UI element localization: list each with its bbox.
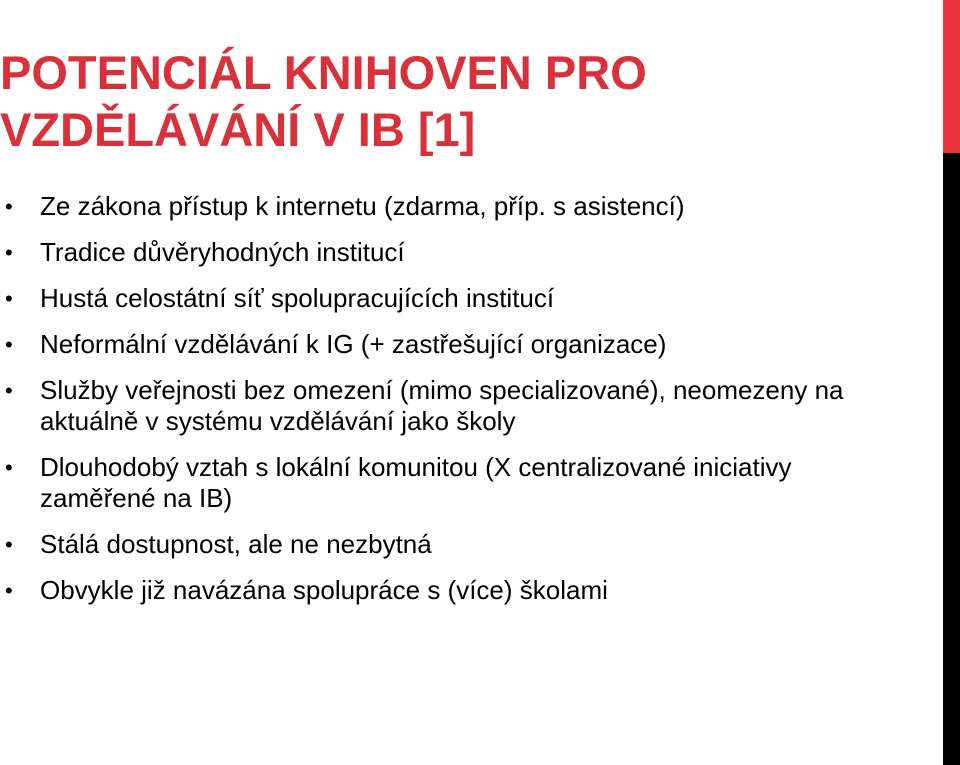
bullet-item: [0, 329, 900, 360]
bullet-text: Neformální vzdělávání k IG (+ zastřešující organizace): [40, 329, 667, 359]
bullet-text: Obvykle již navázána spolupráce s (více) školami: [40, 575, 608, 605]
bullet-dot-icon: •: [5, 578, 13, 603]
accent-bar-black: [943, 153, 960, 765]
bullet-list: [0, 191, 900, 606]
bullet-item: [0, 191, 900, 222]
bullet-text: Stálá dostupnost, ale ne nezbytná: [40, 529, 432, 559]
bullet-text: Tradice důvěryhodných institucí: [40, 237, 405, 267]
bullet-dot-icon: •: [5, 194, 13, 219]
bullet-item: [0, 283, 900, 314]
bullet-text: Hustá celostátní síť spolupracujících institucí: [40, 283, 555, 313]
slide-title-line-2: VZDĚLÁVÁNÍ V IB [1]: [0, 103, 476, 156]
bullet-item: [0, 575, 900, 606]
bullet-dot-icon: •: [5, 332, 13, 357]
bullet-item: [0, 375, 900, 437]
bullet-dot-icon: •: [5, 532, 13, 557]
bullet-dot-icon: •: [5, 378, 13, 403]
bullet-dot-icon: •: [5, 455, 13, 480]
bullet-item: [0, 452, 900, 514]
bullet-item: [0, 529, 900, 560]
bullet-item: [0, 237, 900, 268]
slide-title: [0, 44, 900, 158]
bullet-text: Služby veřejnosti bez omezení (mimo specializované), neomezeny na aktuálně v systému vzdělávání jako školy: [40, 375, 844, 436]
bullet-dot-icon: •: [5, 240, 13, 265]
bullet-dot-icon: •: [5, 286, 13, 311]
bullet-text: Dlouhodobý vztah s lokální komunitou (X centralizované iniciativy zaměřené na IB): [40, 452, 792, 513]
accent-bar-red: [943, 0, 960, 153]
slide-title-line-1: POTENCIÁL KNIHOVEN PRO: [0, 46, 647, 99]
bullet-text: Ze zákona přístup k internetu (zdarma, příp. s asistencí): [40, 191, 685, 221]
